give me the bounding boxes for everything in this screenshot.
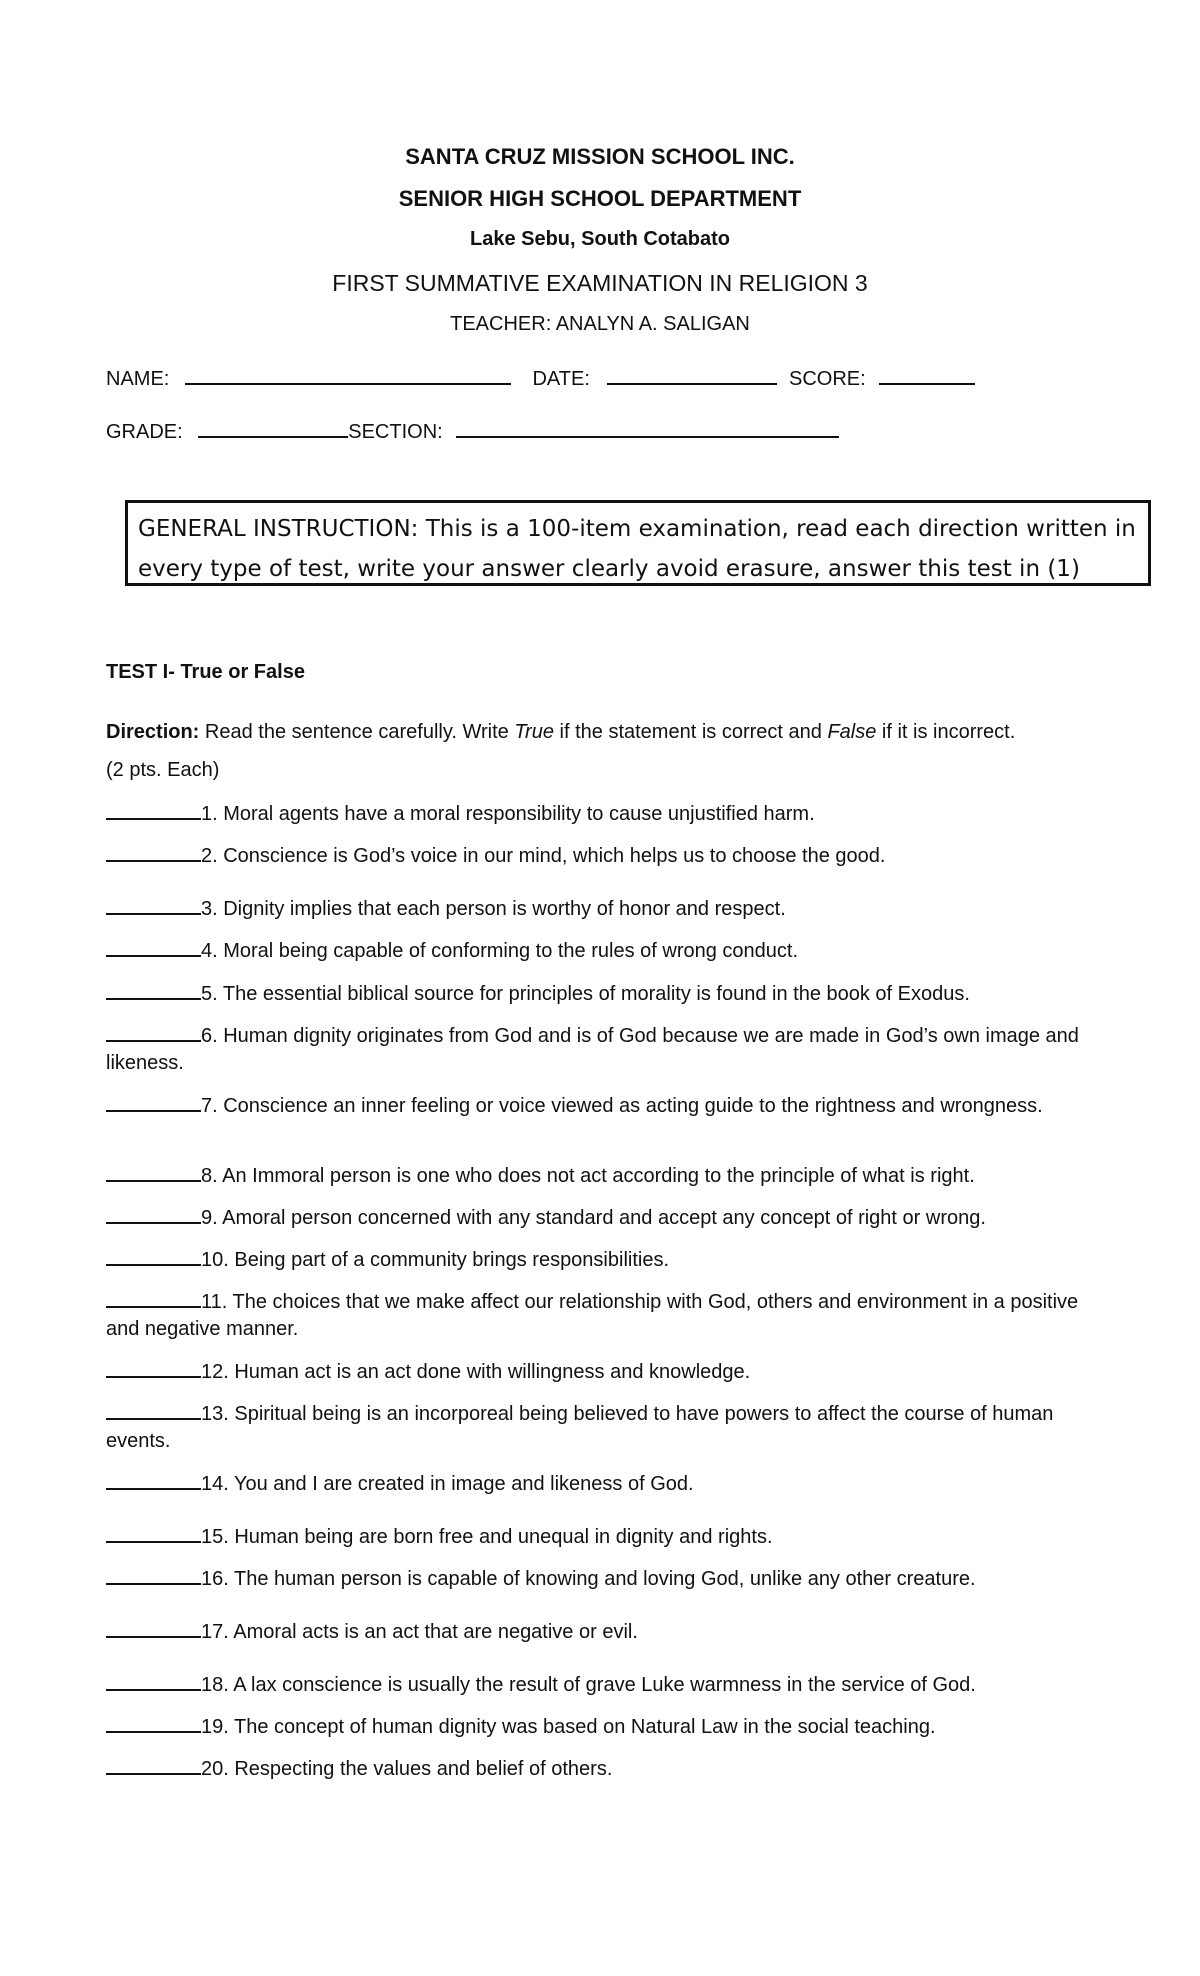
score-blank[interactable]: [879, 365, 975, 385]
list-item: [106, 1246, 1096, 1274]
list-item: [106, 1204, 1096, 1232]
answer-blank[interactable]: [106, 1618, 201, 1638]
test-direction: [106, 713, 1106, 789]
student-info-row-1: [106, 365, 975, 391]
item-text: 10. Being part of a community brings responsibilities.: [201, 1249, 670, 1271]
item-text: 9. Amoral person concerned with any standard and accept any concept of right or wrong.: [201, 1207, 986, 1229]
list-item: [106, 800, 1096, 828]
answer-blank[interactable]: [106, 1022, 201, 1042]
name-blank[interactable]: [185, 365, 511, 385]
answer-blank[interactable]: [106, 800, 201, 820]
list-item: [106, 1618, 1096, 1646]
item-text: 13. Spiritual being is an incorporeal being believed to have powers to affect the course of human events.: [106, 1403, 1054, 1452]
exam-title: FIRST SUMMATIVE EXAMINATION IN RELIGION 3: [332, 270, 868, 296]
score-label: SCORE:: [789, 368, 866, 390]
list-item: [106, 895, 1096, 923]
answer-blank[interactable]: [106, 1565, 201, 1585]
direction-text-2: if the statement is correct and: [559, 721, 822, 743]
true-word: True: [514, 721, 554, 743]
direction-text-1: Read the sentence carefully. Write: [204, 721, 509, 743]
school-location: Lake Sebu, South Cotabato: [469, 228, 731, 250]
student-info-row-2: [106, 418, 839, 444]
item-text: 11. The choices that we make affect our relationship with God, others and environment in a positive and negative manner.: [106, 1291, 1079, 1340]
list-item: [106, 980, 1096, 1008]
direction-label: Direction:: [106, 721, 200, 743]
item-text: 18. A lax conscience is usually the result of grave Luke warmness in the service of God.: [201, 1674, 976, 1696]
item-text: 8. An Immoral person is one who does not act according to the principle of what is right.: [201, 1165, 975, 1187]
list-item: [106, 1470, 1096, 1498]
item-text: 7. Conscience an inner feeling or voice viewed as acting guide to the rightness and wrongness.: [201, 1095, 1043, 1117]
name-label: NAME:: [106, 368, 170, 390]
school-name: SANTA CRUZ MISSION SCHOOL INC.: [405, 144, 795, 169]
false-word: False: [827, 721, 877, 743]
answer-blank[interactable]: [106, 1358, 201, 1378]
teacher-name: TEACHER: ANALYN A. SALIGAN: [450, 313, 750, 335]
answer-blank[interactable]: [106, 1523, 201, 1543]
item-text: 16. The human person is capable of knowing and loving God, unlike any other creature.: [201, 1568, 976, 1590]
grade-label: GRADE:: [106, 421, 183, 443]
answer-blank[interactable]: [106, 1288, 201, 1308]
section-blank[interactable]: [456, 418, 839, 438]
general-instruction-box: [125, 500, 1151, 586]
list-item: [106, 1565, 1096, 1593]
answer-blank[interactable]: [106, 1092, 201, 1112]
item-text: 17. Amoral acts is an act that are negative or evil.: [201, 1621, 638, 1643]
answer-blank[interactable]: [106, 1713, 201, 1733]
answer-blank[interactable]: [106, 980, 201, 1000]
list-item: [106, 1671, 1096, 1699]
list-item: [106, 1755, 1096, 1783]
list-item: [106, 842, 1096, 870]
points-note: (2 pts. Each): [106, 759, 220, 781]
item-text: 4. Moral being capable of conforming to the rules of wrong conduct.: [201, 940, 799, 962]
answer-blank[interactable]: [106, 1671, 201, 1691]
answer-blank[interactable]: [106, 937, 201, 957]
list-item: [106, 1523, 1096, 1551]
answer-blank[interactable]: [106, 1162, 201, 1182]
answer-blank[interactable]: [106, 895, 201, 915]
department-name: SENIOR HIGH SCHOOL DEPARTMENT: [398, 186, 802, 211]
direction-text-3: if it is incorrect.: [881, 721, 1016, 743]
item-text: 20. Respecting the values and belief of others.: [201, 1758, 613, 1780]
list-item: [106, 1022, 1096, 1077]
item-text: 1. Moral agents have a moral responsibility to cause unjustified harm.: [201, 803, 815, 825]
item-text: 12. Human act is an act done with willingness and knowledge.: [201, 1361, 751, 1383]
answer-blank[interactable]: [106, 1400, 201, 1420]
list-item: [106, 1713, 1096, 1741]
list-item: [106, 1092, 1096, 1120]
section-label: SECTION:: [348, 421, 443, 443]
item-text: 19. The concept of human dignity was based on Natural Law in the social teaching.: [201, 1716, 936, 1738]
answer-blank[interactable]: [106, 1246, 201, 1266]
list-item: [106, 1288, 1096, 1343]
list-item: [106, 1400, 1096, 1455]
answer-blank[interactable]: [106, 1755, 201, 1775]
grade-blank[interactable]: [198, 418, 348, 438]
item-text: 15. Human being are born free and unequal in dignity and rights.: [201, 1526, 773, 1548]
list-item: [106, 937, 1096, 965]
answer-blank[interactable]: [106, 1470, 201, 1490]
item-text: 3. Dignity implies that each person is worthy of honor and respect.: [201, 898, 786, 920]
test-title: TEST I- True or False: [106, 661, 305, 683]
date-blank[interactable]: [607, 365, 777, 385]
list-item: [106, 1162, 1096, 1190]
item-text: 2. Conscience is God’s voice in our mind, which helps us to choose the good.: [201, 845, 886, 867]
date-label: DATE:: [532, 368, 590, 390]
answer-blank[interactable]: [106, 842, 201, 862]
item-text: 6. Human dignity originates from God and is of God because we are made in God’s own image and likeness.: [106, 1025, 1079, 1074]
answer-blank[interactable]: [106, 1204, 201, 1224]
item-text: 5. The essential biblical source for principles of morality is found in the book of Exodus.: [201, 983, 970, 1005]
general-instruction-text: GENERAL INSTRUCTION: This is a 100-item examination, read each direction written in every type of test, write your answer clearly avoid erasure, answer this test in (1): [138, 516, 1136, 582]
item-text: 14. You and I are created in image and likeness of God.: [201, 1473, 694, 1495]
list-item: [106, 1358, 1096, 1386]
